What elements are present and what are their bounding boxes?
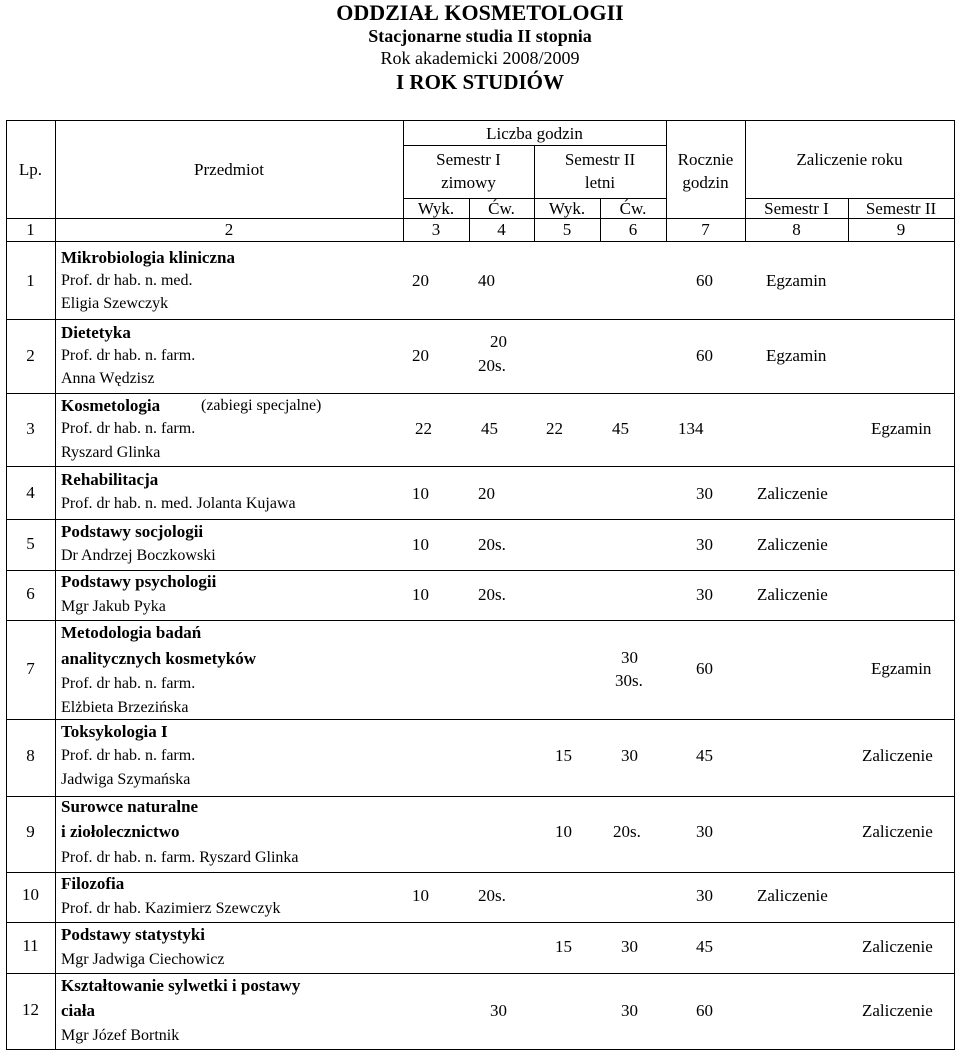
subject-name: Filozofia <box>61 874 125 893</box>
header-zal-semestr-1: Semestr I <box>764 199 829 218</box>
subject-name: Dietetyka <box>61 323 131 342</box>
assessment: Zaliczenie <box>862 822 933 841</box>
header-zal-semestr-2: Semestr II <box>865 199 937 218</box>
teacher: Anna Wędzisz <box>61 370 155 387</box>
academic-year: Rok akademicki 2008/2009 <box>380 48 580 68</box>
colnum: 5 <box>562 220 572 239</box>
assessment: Zaliczenie <box>757 484 828 503</box>
assessment: Zaliczenie <box>862 746 933 765</box>
teacher: Mgr Jakub Pyka <box>61 598 166 615</box>
teacher: Prof. dr hab. n. farm. <box>61 420 196 437</box>
subject-name-continued: i ziołolecznictwo <box>61 822 180 841</box>
annual-hours: 45 <box>696 937 713 956</box>
hours-value: 10 <box>555 822 572 841</box>
row-number: 12 <box>22 1000 39 1019</box>
colnum: 9 <box>896 220 906 239</box>
annual-hours: 30 <box>696 585 713 604</box>
annual-hours: 134 <box>678 419 704 438</box>
hours-value: 30s. <box>615 671 643 690</box>
hours-value: 30 <box>621 648 638 667</box>
hours-value: 30 <box>621 746 638 765</box>
assessment: Zaliczenie <box>862 937 933 956</box>
header-semestr-1: Semestr I <box>436 150 501 169</box>
hours-value: 30 <box>490 1001 507 1020</box>
annual-hours: 30 <box>696 886 713 905</box>
annual-hours: 60 <box>696 1001 713 1020</box>
assessment: Egzamin <box>871 659 932 678</box>
row-number: 3 <box>26 419 35 438</box>
teacher: Mgr Józef Bortnik <box>61 1027 180 1044</box>
header-rocznie: Rocznie <box>677 150 734 169</box>
hours-value: 20 <box>490 332 507 351</box>
assessment: Egzamin <box>871 419 932 438</box>
subject-name: Kosmetologia <box>61 396 161 415</box>
colnum: 2 <box>224 220 234 239</box>
header-cw-2: Ćw. <box>619 199 647 218</box>
row-number: 2 <box>26 346 35 365</box>
hours-value: 20 <box>412 271 429 290</box>
teacher: Prof. dr hab. n. farm. <box>61 747 196 764</box>
teacher: Ryszard Glinka <box>61 444 161 461</box>
hours-value: 45 <box>481 419 498 438</box>
document-subtitle: Stacjonarne studia II stopnia <box>368 26 592 46</box>
header-cw-1: Ćw. <box>488 199 515 218</box>
subject-name: Mikrobiologia kliniczna <box>61 248 235 267</box>
teacher: Prof. dr hab. n. farm. <box>61 675 196 692</box>
assessment: Egzamin <box>766 271 827 290</box>
teacher: Prof. dr hab. Kazimierz Szewczyk <box>61 900 281 917</box>
hours-value: 20s. <box>478 886 506 905</box>
assessment: Zaliczenie <box>757 585 828 604</box>
row-number: 5 <box>26 534 35 553</box>
annual-hours: 60 <box>696 271 713 290</box>
row-number: 6 <box>26 584 35 603</box>
hours-value: 20s. <box>478 535 506 554</box>
header-wyk-2: Wyk. <box>548 199 586 218</box>
hours-value: 10 <box>412 585 429 604</box>
teacher: Elżbieta Brzezińska <box>61 699 189 716</box>
assessment: Zaliczenie <box>757 886 828 905</box>
header-lp: Lp. <box>18 160 43 179</box>
colnum: 6 <box>628 220 638 239</box>
hours-value: 22 <box>415 419 432 438</box>
annual-hours: 60 <box>696 346 713 365</box>
header-semestr-1-zimowy: zimowy <box>441 173 496 192</box>
teacher: Jadwiga Szymańska <box>61 771 191 788</box>
hours-value: 15 <box>555 937 572 956</box>
subject-name-continued: ciała <box>61 1001 95 1020</box>
header-semestr-2: Semestr II <box>564 150 636 169</box>
annual-hours: 30 <box>696 822 713 841</box>
annual-hours: 30 <box>696 535 713 554</box>
colnum: 1 <box>26 220 35 239</box>
assessment: Zaliczenie <box>757 535 828 554</box>
subject-name: Metodologia badań <box>61 623 202 642</box>
hours-value: 10 <box>412 886 429 905</box>
header-semestr-2-letni: letni <box>584 173 616 192</box>
colnum: 8 <box>792 220 801 239</box>
row-number: 1 <box>26 271 35 290</box>
hours-value: 22 <box>546 419 563 438</box>
teacher: Prof. dr hab. n. farm. <box>61 347 196 364</box>
header-rocznie-godzin: godzin <box>682 173 729 192</box>
subject-note: (zabiegi specjalne) <box>201 397 322 414</box>
row-number: 8 <box>26 746 35 765</box>
row-number: 4 <box>26 483 35 502</box>
header-liczba-godzin: Liczba godzin <box>486 124 583 143</box>
annual-hours: 30 <box>696 484 713 503</box>
colnum: 7 <box>701 220 710 239</box>
subject-name: Rehabilitacja <box>61 470 159 489</box>
colnum: 4 <box>497 220 506 239</box>
teacher: Prof. dr hab. n. med. <box>61 272 193 289</box>
subject-name-continued: analitycznych kosmetyków <box>61 649 257 668</box>
hours-value: 30 <box>621 937 638 956</box>
subject-name: Surowce naturalne <box>61 797 199 816</box>
hours-value: 10 <box>412 484 429 503</box>
annual-hours: 45 <box>696 746 713 765</box>
row-number: 9 <box>26 822 35 841</box>
header-zaliczenie-roku: Zaliczenie roku <box>796 150 903 169</box>
hours-value: 40 <box>478 271 495 290</box>
colnum: 3 <box>431 220 441 239</box>
subject-name: Podstawy psychologii <box>61 572 217 591</box>
hours-value: 15 <box>555 746 572 765</box>
hours-value: 45 <box>612 419 629 438</box>
row-number: 11 <box>22 936 39 955</box>
study-year: I ROK STUDIÓW <box>395 70 565 94</box>
assessment: Zaliczenie <box>862 1001 933 1020</box>
row-number: 7 <box>26 659 35 678</box>
hours-value: 20 <box>478 484 495 503</box>
hours-value: 20s. <box>478 585 506 604</box>
assessment: Egzamin <box>766 346 827 365</box>
teacher: Prof. dr hab. n. farm. Ryszard Glinka <box>61 849 299 866</box>
hours-value: 20 <box>412 346 429 365</box>
teacher: Mgr Jadwiga Ciechowicz <box>61 951 225 968</box>
document-title: ODDZIAŁ KOSMETOLOGII <box>336 0 624 25</box>
subject-name: Kształtowanie sylwetki i postawy <box>61 976 301 995</box>
teacher: Dr Andrzej Boczkowski <box>61 547 216 564</box>
hours-value: 10 <box>412 535 429 554</box>
teacher: Prof. dr hab. n. med. Jolanta Kujawa <box>61 495 296 512</box>
hours-value: 30 <box>621 1001 638 1020</box>
row-number: 10 <box>22 885 39 904</box>
subject-name: Podstawy statystyki <box>61 925 206 944</box>
header-wyk-1: Wyk. <box>417 199 455 218</box>
hours-value: 20s. <box>478 356 506 375</box>
teacher: Eligia Szewczyk <box>61 295 169 312</box>
annual-hours: 60 <box>696 659 713 678</box>
subject-name: Podstawy socjologii <box>61 522 204 541</box>
subject-name: Toksykologia I <box>61 722 168 741</box>
hours-value: 20s. <box>613 822 641 841</box>
header-przedmiot: Przedmiot <box>194 160 264 179</box>
